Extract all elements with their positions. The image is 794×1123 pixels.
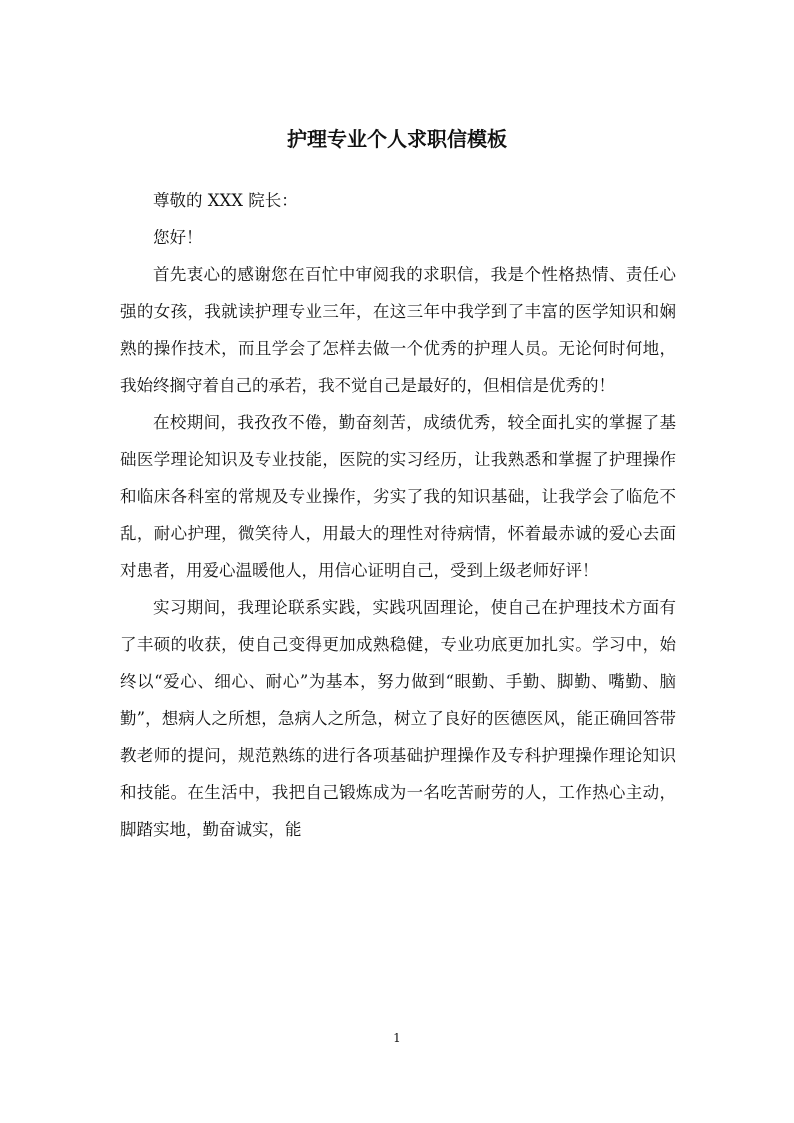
paragraph-internship: 实习期间，我理论联系实践，实践巩固理论，使自己在护理技术方面有了丰硕的收获，使自己变得更加成熟稳健，专业功底更加扎实。学习中，始终以“爱心、细心、耐心”为基本，努力做到“眼勤、手勤、脚勤、嘴勤、脑勤”，想病人之所想，急病人之所急，树立了良好的医德医风，能正确回答带教老师的提问，规范熟练的进行各项基础护理操作及专科护理操作理论知识和技能。在生活中，我把自己锻炼成为一名吃苦耐劳的人，工作热心主动，脚踏实地，勤奋诚实，能 — [120, 598, 676, 839]
letter-body — [120, 182, 676, 848]
greeting: 您好！ — [153, 228, 203, 247]
document-title: 护理专业个人求职信模板 — [287, 127, 507, 151]
paragraph-school: 在校期间，我孜孜不倦，勤奋刻苦，成绩优秀，较全面扎实的掌握了基础医学理论知识及专业技能，医院的实习经历，让我熟悉和掌握了护理操作和临床各科室的常规及专业操作，劣实了我的知识基础，让我学会了临危不乱，耐心护理，微笑待人，用最大的理性对待病情，怀着最赤诚的爱心去面对患者，用爱心温暖他人，用信心证明自己，受到上级老师好评！ — [120, 413, 676, 580]
paragraph-intro: 首先衷心的感谢您在百忙中审阅我的求职信，我是个性格热情、责任心强的女孩，我就读护理专业三年，在这三年中我学到了丰富的医学知识和娴熟的操作技术，而且学会了怎样去做一个优秀的护理人员。无论何时何地，我始终搁守着自己的承若，我不觉自己是最好的，但相信是优秀的！ — [120, 265, 676, 395]
page-number: 1 — [393, 1031, 401, 1045]
salutation: 尊敬的 XXX 院长： — [153, 191, 298, 210]
